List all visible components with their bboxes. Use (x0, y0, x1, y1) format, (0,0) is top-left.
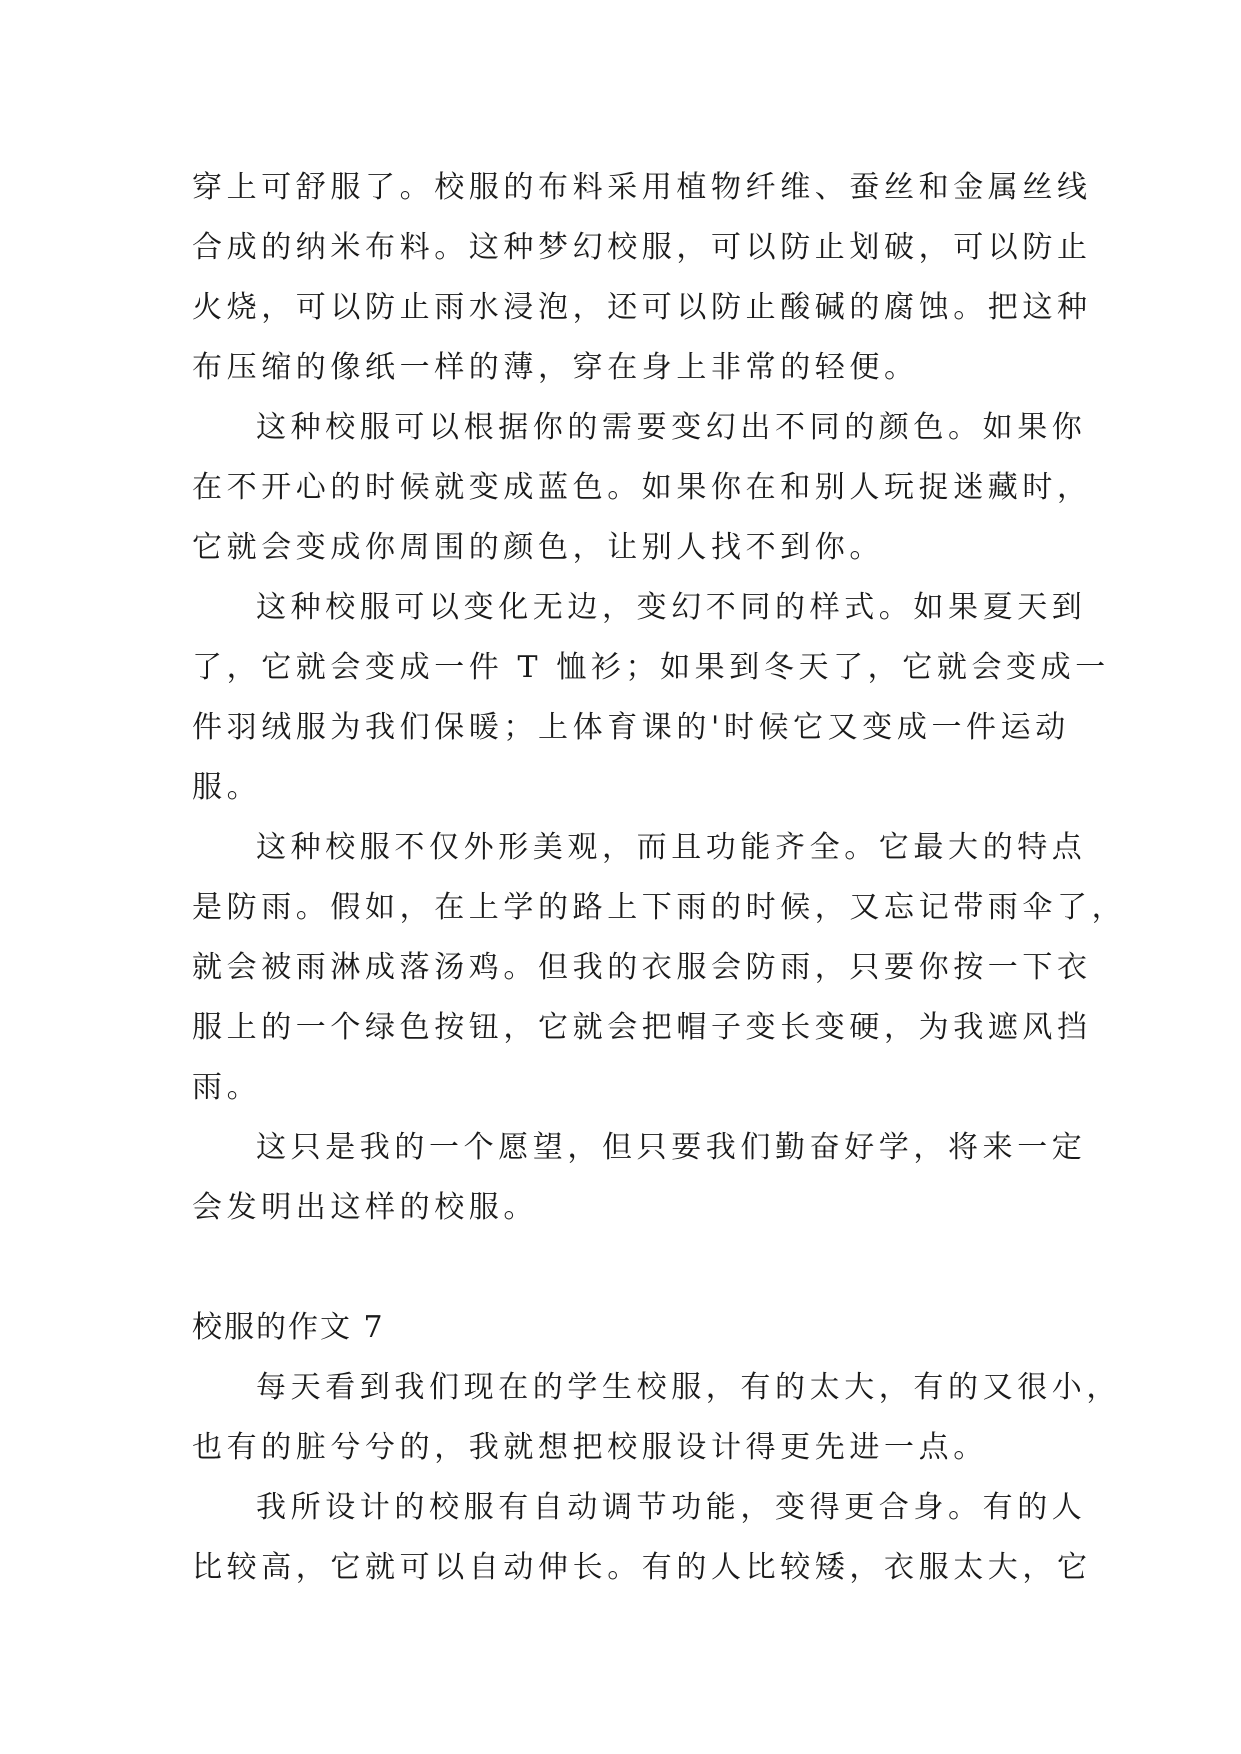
paragraph-1 (192, 158, 1092, 398)
text-line: 穿上可舒服了。校服的布料采用植物纤维、蚕丝和金属丝线 (192, 170, 1092, 205)
text-line: 了，它就会变成一件 T 恤衫；如果到冬天了，它就会变成一 (192, 650, 1110, 685)
text-line: 我所设计的校服有自动调节功能，变得更合身。有的人 (256, 1490, 1087, 1525)
text-line: 是防雨。假如，在上学的路上下雨的时候，又忘记带雨伞了， (192, 890, 1127, 925)
text-line: 比较高，它就可以自动伸长。有的人比较矮，衣服太大，它 (192, 1550, 1092, 1585)
text-line: 服。 (192, 770, 262, 805)
section-paragraph-2 (192, 1478, 1092, 1598)
section-spacer (192, 1238, 1052, 1298)
paragraph-3 (192, 578, 1110, 818)
text-line: 雨。 (192, 1070, 262, 1105)
text-line: 这种校服可以变化无边，变幻不同的样式。如果夏天到 (256, 590, 1087, 625)
text-line: 布压缩的像纸一样的薄，穿在身上非常的轻便。 (192, 350, 919, 385)
text-line: 这种校服可以根据你的需要变幻出不同的颜色。如果你 (256, 410, 1087, 445)
text-line: 这种校服不仅外形美观，而且功能齐全。它最大的特点 (256, 830, 1087, 865)
text-line: 服上的一个绿色按钮，它就会把帽子变长变硬，为我遮风挡 (192, 1010, 1092, 1045)
text-line: 件羽绒服为我们保暖；上体育课的'时候它又变成一件运动 (192, 710, 1070, 745)
text-line: 合成的纳米布料。这种梦幻校服，可以防止划破，可以防止 (192, 230, 1092, 265)
text-line: 会发明出这样的校服。 (192, 1190, 538, 1225)
text-line: 在不开心的时候就变成蓝色。如果你在和别人玩捉迷藏时， (192, 470, 1092, 505)
text-line: 这只是我的一个愿望，但只要我们勤奋好学，将来一定 (256, 1130, 1087, 1165)
text-line: 也有的脏兮兮的，我就想把校服设计得更先进一点。 (192, 1430, 988, 1465)
section-title: 校服的作文 7 (192, 1310, 385, 1345)
paragraph-5 (192, 1118, 1087, 1238)
text-line: 火烧，可以防止雨水浸泡，还可以防止酸碱的腐蚀。把这种 (192, 290, 1092, 325)
document-page (192, 158, 1127, 1598)
paragraph-2 (192, 398, 1092, 578)
text-line: 每天看到我们现在的学生校服，有的太大，有的又很小， (256, 1370, 1121, 1405)
paragraph-4 (192, 818, 1127, 1118)
section-paragraph-1 (192, 1358, 1121, 1478)
text-line: 它就会变成你周围的颜色，让别人找不到你。 (192, 530, 884, 565)
text-line: 就会被雨淋成落汤鸡。但我的衣服会防雨，只要你按一下衣 (192, 950, 1092, 985)
